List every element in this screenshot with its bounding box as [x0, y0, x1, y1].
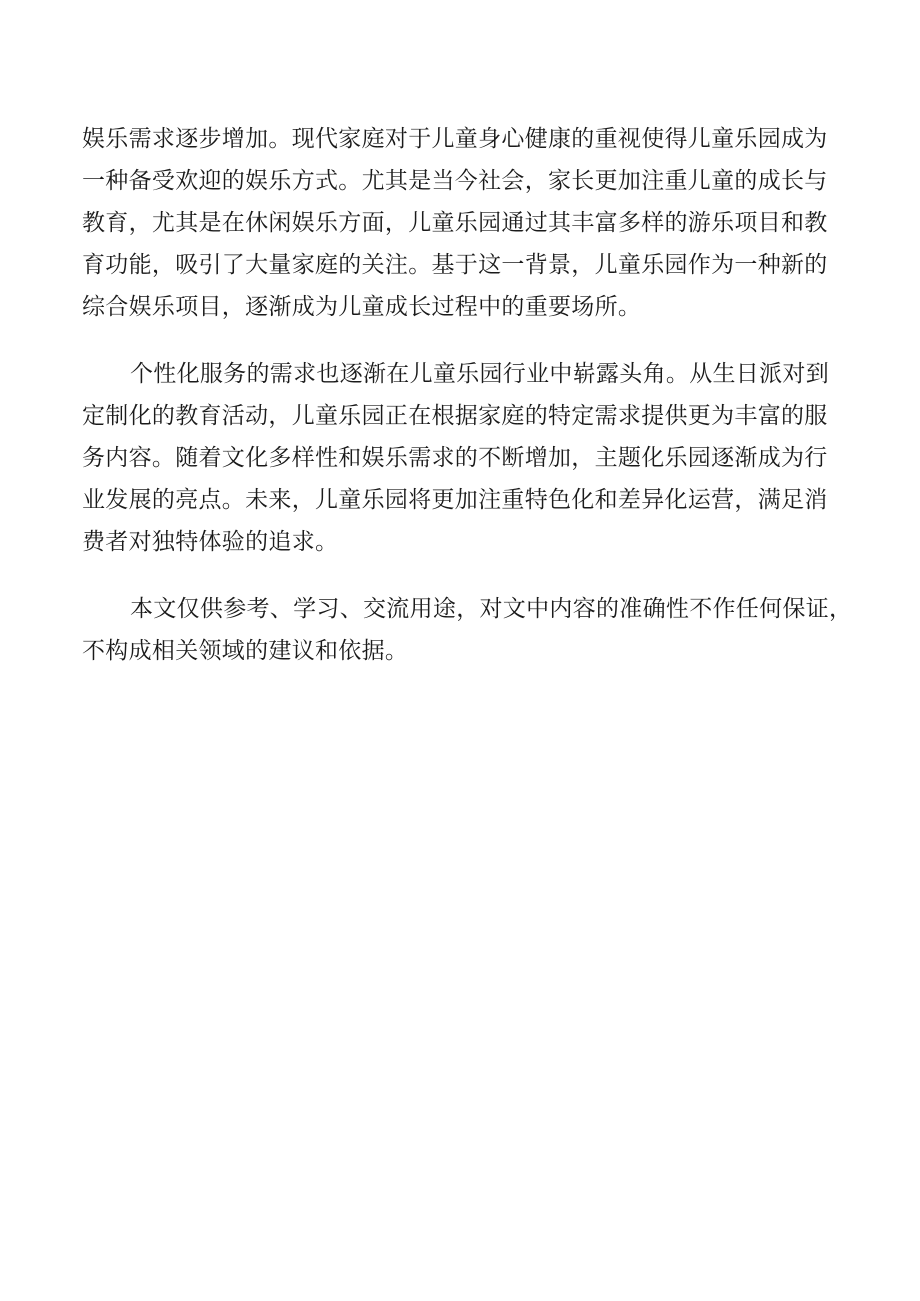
paragraph-1: [82, 118, 842, 328]
paragraph-3: [82, 588, 853, 672]
paragraph-line: 不构成相关领域的建议和依据。: [82, 638, 409, 664]
paragraph-line: 个性化服务的需求也逐渐在儿童乐园行业中崭露头角。从生日派对到: [130, 361, 829, 387]
paragraph-line: 育功能，吸引了大量家庭的关注。基于这一背景，儿童乐园作为一种新的: [82, 252, 828, 278]
paragraph-line: 定制化的教育活动，儿童乐园正在根据家庭的特定需求提供更为丰富的服: [82, 403, 828, 429]
paragraph-spacer: [82, 563, 842, 588]
document-body: [82, 118, 853, 672]
paragraph-line: 费者对独特体验的追求。: [82, 529, 339, 555]
paragraph-line: 综合娱乐项目，逐渐成为儿童成长过程中的重要场所。: [82, 294, 642, 320]
paragraph-2: [82, 353, 842, 563]
paragraph-line: 教育，尤其是在休闲娱乐方面，儿童乐园通过其丰富多样的游乐项目和教: [82, 210, 828, 236]
paragraph-line: 务内容。随着文化多样性和娱乐需求的不断增加，主题化乐园逐渐成为行: [82, 445, 828, 471]
paragraph-line: 一种备受欢迎的娱乐方式。尤其是当今社会，家长更加注重儿童的成长与: [82, 168, 828, 194]
paragraph-spacer: [82, 328, 842, 353]
paragraph-line: 娱乐需求逐步增加。现代家庭对于儿童身心健康的重视使得儿童乐园成为: [82, 126, 828, 152]
paragraph-line: 业发展的亮点。未来，儿童乐园将更加注重特色化和差异化运营，满足消: [82, 487, 828, 513]
paragraph-line: 本文仅供参考、学习、交流用途，对文中内容的准确性不作任何保证，: [130, 596, 853, 622]
